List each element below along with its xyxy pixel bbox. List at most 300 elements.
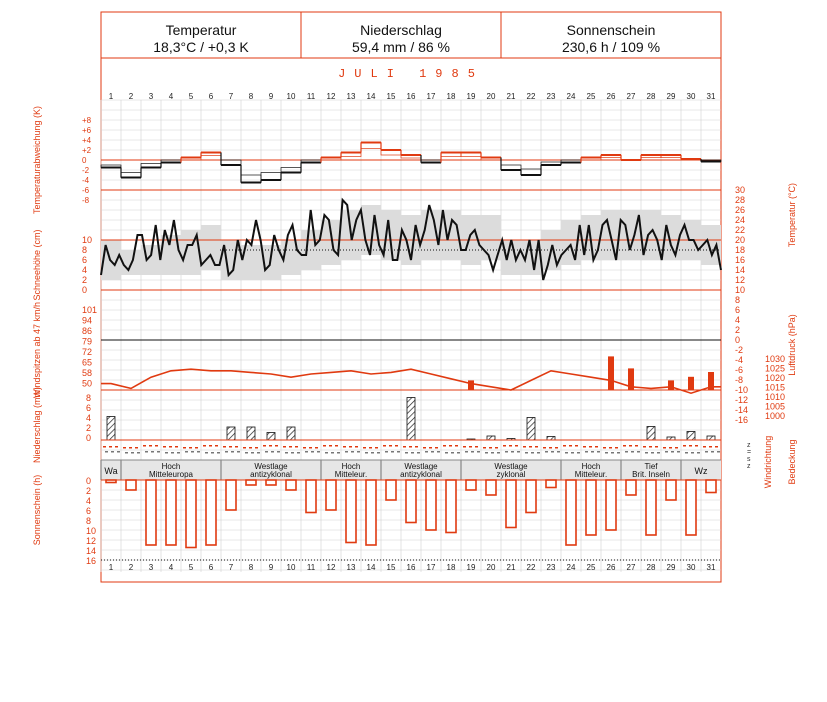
sunshine-tick: 12 xyxy=(86,536,97,546)
wind-tick: 101 xyxy=(82,305,98,315)
wind-gust-bar xyxy=(668,380,674,390)
temperature-tick: 14 xyxy=(735,265,746,275)
temperature-tick: -6 xyxy=(735,365,744,375)
wind-dir-dot xyxy=(195,447,198,449)
sunshine-bar xyxy=(706,480,716,493)
wind-gust-bar xyxy=(608,356,614,390)
sunshine-bar xyxy=(686,480,696,535)
cloud-dot xyxy=(577,452,580,454)
wind-dir-dot xyxy=(563,445,566,447)
day-label-top: 3 xyxy=(148,92,154,101)
weather-type-sub: Mitteleuropa xyxy=(148,470,194,479)
cloud-dot xyxy=(491,452,494,454)
wind-dir-dot xyxy=(483,447,486,449)
sunshine-bar xyxy=(466,480,476,490)
cloud-dot xyxy=(517,451,520,453)
day-label-bottom: 7 xyxy=(228,563,234,572)
day-label-top: 5 xyxy=(188,92,194,101)
cloud-dot xyxy=(391,451,394,453)
temperature-tick: -16 xyxy=(735,415,749,425)
sunshine-bar xyxy=(126,480,136,490)
wind-tick: 94 xyxy=(82,315,93,326)
weather-type-sub: zyklonal xyxy=(496,470,526,479)
weather-type-sub: Mitteleur. xyxy=(334,470,368,479)
day-label-bottom: 16 xyxy=(406,563,416,572)
cloud-dot xyxy=(651,452,654,454)
wind-dir-dot xyxy=(489,447,492,449)
wind-dir-dot xyxy=(203,445,206,447)
temperature-tick: 4 xyxy=(735,315,741,325)
day-label-top: 21 xyxy=(506,92,516,101)
day-label-top: 20 xyxy=(486,92,496,101)
cloud-dot xyxy=(485,452,488,454)
temperature-tick: 26 xyxy=(735,205,746,215)
axis-label-snow: Schneehöhe (cm) xyxy=(32,229,42,301)
sunshine-tick: 0 xyxy=(86,476,92,486)
wind-dir-dot xyxy=(703,446,706,448)
temperature-tick: 16 xyxy=(735,255,746,265)
cloud-dot xyxy=(205,452,208,454)
wind-dir-dot xyxy=(215,445,218,447)
day-label-bottom: 17 xyxy=(426,563,436,572)
wind-dir-dot xyxy=(123,447,126,449)
wind-dir-dot xyxy=(695,445,698,447)
weather-type-label: Wa xyxy=(104,466,118,476)
sunshine-bar xyxy=(346,480,356,543)
cloud-dot xyxy=(691,452,694,454)
cloud-dot xyxy=(477,451,480,453)
axis-label-cloud: Bedeckung xyxy=(787,439,797,485)
cloud-dot xyxy=(425,451,428,453)
day-label-bottom: 28 xyxy=(646,563,656,572)
sunshine-bar xyxy=(246,480,256,485)
cloud-dot xyxy=(617,452,620,454)
day-label-bottom: 4 xyxy=(168,563,174,572)
cloud-dot xyxy=(705,451,708,453)
day-label-top: 28 xyxy=(646,92,656,101)
wind-gust-bar xyxy=(468,380,474,390)
weather-type-label: Tief xyxy=(644,462,658,471)
weather-type-label: Hoch xyxy=(161,462,181,471)
anomaly-tick: -2 xyxy=(82,166,90,175)
temperature-tick: 6 xyxy=(735,305,741,315)
wind-dir-dot xyxy=(223,446,226,448)
cloud-dot xyxy=(311,451,314,453)
sunshine-label: Sonnenschein xyxy=(566,22,656,38)
cloud-dot xyxy=(571,452,574,454)
wind-dir-dot xyxy=(103,446,106,448)
day-label-top: 29 xyxy=(666,92,676,101)
precipitation-label: Niederschlag xyxy=(360,22,442,38)
cloud-dot xyxy=(317,451,320,453)
day-label-bottom: 19 xyxy=(466,563,476,572)
cloud-dot xyxy=(377,452,380,454)
wind-dir-dot xyxy=(163,446,166,448)
day-label-top: 11 xyxy=(306,92,316,101)
temperature-tick: 22 xyxy=(735,225,746,235)
wind-dir-dot xyxy=(209,445,212,447)
anomaly-band xyxy=(261,173,281,181)
cloud-dot xyxy=(191,451,194,453)
sunshine-bar xyxy=(326,480,336,510)
wind-tick: 79 xyxy=(82,336,93,347)
day-label-top: 23 xyxy=(546,92,556,101)
axis-label-wind: Windspitzen ab 47 km/h xyxy=(32,301,42,399)
wind-dir-dot xyxy=(449,445,452,447)
day-label-top: 17 xyxy=(426,92,436,101)
axis-label-wind-dir: Windrichtung xyxy=(763,435,773,489)
day-label-top: 10 xyxy=(286,92,296,101)
sunshine-tick: 10 xyxy=(86,526,97,536)
sunshine-bar xyxy=(166,480,176,545)
day-label-bottom: 2 xyxy=(128,563,134,572)
wind-tick: 72 xyxy=(82,347,93,357)
day-label-top: 27 xyxy=(626,92,636,101)
cloud-dot xyxy=(271,451,274,453)
precip-bar xyxy=(687,432,695,441)
cloud-dot xyxy=(645,452,648,454)
pressure-tick: 1000 xyxy=(765,411,786,421)
cloud-dot xyxy=(711,451,714,453)
day-label-bottom: 12 xyxy=(326,563,336,572)
day-label-bottom: 10 xyxy=(286,563,296,572)
cloud-dot xyxy=(305,451,308,453)
sunshine-bar xyxy=(506,480,516,528)
day-label-bottom: 18 xyxy=(446,563,456,572)
cloud-dot xyxy=(337,452,340,454)
sunshine-bar xyxy=(486,480,496,495)
wind-dir-dot xyxy=(455,445,458,447)
precip-bar xyxy=(647,427,655,441)
cloud-dot xyxy=(697,452,700,454)
precip-tick: 6 xyxy=(86,403,92,413)
weather-type-sub: Mitteleur. xyxy=(574,470,608,479)
day-label-bottom: 13 xyxy=(346,563,356,572)
wind-dir-dot xyxy=(429,447,432,449)
wind-dir-dot xyxy=(135,447,138,449)
cloud-dot xyxy=(451,452,454,454)
day-label-bottom: 14 xyxy=(366,563,376,572)
temperature-tick: -2 xyxy=(735,345,744,355)
wind-dir-dot xyxy=(509,445,512,447)
precip-tick: 8 xyxy=(86,393,92,403)
temperature-value: 18,3°C / +0,3 K xyxy=(153,39,249,55)
wind-dir-dot xyxy=(663,447,666,449)
day-label-top: 15 xyxy=(386,92,396,101)
wind-dir-dot xyxy=(283,446,286,448)
sunshine-tick: 16 xyxy=(86,556,97,566)
cloud-dot xyxy=(217,452,220,454)
wind-gust-bar xyxy=(688,377,694,390)
cloud-dot xyxy=(245,452,248,454)
cloud-dot xyxy=(625,451,628,453)
sunshine-bar xyxy=(526,480,536,513)
day-label-bottom: 30 xyxy=(686,563,696,572)
cloud-dot xyxy=(357,451,360,453)
temperature-tick: -4 xyxy=(735,355,744,365)
precip-bar xyxy=(527,418,535,441)
wind-dir-dot xyxy=(655,446,658,448)
wind-dir-dot xyxy=(363,447,366,449)
windcloud-side-tick: = xyxy=(747,449,752,456)
pressure-tick: 1010 xyxy=(765,392,786,402)
snow-tick: 2 xyxy=(82,275,88,285)
wind-dir-dot xyxy=(175,446,178,448)
cloud-dot xyxy=(585,451,588,453)
day-label-top: 18 xyxy=(446,92,456,101)
wind-dir-dot xyxy=(229,446,232,448)
temperature-tick: 28 xyxy=(735,195,746,205)
wind-dir-dot xyxy=(495,447,498,449)
cloud-dot xyxy=(117,451,120,453)
sunshine-bar xyxy=(606,480,616,530)
day-label-bottom: 25 xyxy=(586,563,596,572)
temperature-tick: 24 xyxy=(735,215,746,225)
temperature-tick: 8 xyxy=(735,295,741,305)
cloud-dot xyxy=(677,451,680,453)
temperature-range-band xyxy=(321,220,341,265)
wind-dir-dot xyxy=(149,445,152,447)
wind-dir-dot xyxy=(583,446,586,448)
wind-dir-dot xyxy=(689,445,692,447)
cloud-dot xyxy=(257,452,260,454)
sunshine-bar xyxy=(626,480,636,495)
axis-label-precip: Niederschlag (mm) xyxy=(32,386,42,464)
day-label-bottom: 21 xyxy=(506,563,516,572)
cloud-dot xyxy=(277,451,280,453)
wind-dir-dot xyxy=(523,446,526,448)
weather-type-label: Westlage xyxy=(254,462,288,471)
sunshine-tick: 8 xyxy=(86,516,92,526)
temperature-tick: -14 xyxy=(735,405,749,415)
temperature-tick: 0 xyxy=(735,335,741,345)
day-label-top: 14 xyxy=(366,92,376,101)
wind-dir-dot xyxy=(595,446,598,448)
anomaly-tick: +6 xyxy=(82,126,92,135)
precip-bar xyxy=(267,433,275,441)
anomaly-tick: -6 xyxy=(82,186,90,195)
day-label-top: 24 xyxy=(566,92,576,101)
weather-type-sub: antizyklonal xyxy=(400,470,442,479)
sunshine-bar xyxy=(366,480,376,545)
cloud-dot xyxy=(465,451,468,453)
day-label-top: 30 xyxy=(686,92,696,101)
cloud-dot xyxy=(445,452,448,454)
anomaly-tick: -8 xyxy=(82,196,90,205)
cloud-dot xyxy=(665,451,668,453)
cloud-dot xyxy=(185,451,188,453)
cloud-dot xyxy=(597,451,600,453)
cloud-dot xyxy=(551,451,554,453)
cloud-dot xyxy=(411,452,414,454)
cloud-dot xyxy=(351,451,354,453)
pressure-tick: 1025 xyxy=(765,363,786,374)
sunshine-bar xyxy=(286,480,296,490)
cloud-dot xyxy=(685,452,688,454)
cloud-dot xyxy=(637,451,640,453)
wind-dir-dot xyxy=(575,445,578,447)
pressure-tick: 1030 xyxy=(765,354,786,364)
day-label-top: 13 xyxy=(346,92,356,101)
cloud-dot xyxy=(231,451,234,453)
anomaly-tick: +4 xyxy=(82,136,92,145)
day-label-top: 8 xyxy=(248,92,254,101)
day-label-top: 4 xyxy=(168,92,174,101)
month-title: JULI 1985 xyxy=(338,67,484,81)
wind-dir-dot xyxy=(409,446,412,448)
snow-tick: 8 xyxy=(82,245,88,255)
weather-type-label: Westlage xyxy=(404,462,438,471)
day-label-top: 12 xyxy=(326,92,336,101)
wind-dir-dot xyxy=(115,446,118,448)
day-label-bottom: 1 xyxy=(108,563,114,572)
day-label-bottom: 26 xyxy=(606,563,616,572)
day-label-bottom: 6 xyxy=(208,563,214,572)
sunshine-bar xyxy=(446,480,456,533)
precip-bar xyxy=(247,427,255,440)
anomaly-tick: +2 xyxy=(82,146,92,155)
wind-tick: 58 xyxy=(82,368,93,378)
sunshine-bar xyxy=(306,480,316,513)
wind-dir-dot xyxy=(295,446,298,448)
cloud-dot xyxy=(265,451,268,453)
wind-dir-dot xyxy=(415,446,418,448)
day-label-top: 1 xyxy=(108,92,114,101)
precip-tick: 4 xyxy=(86,413,92,423)
day-label-top: 31 xyxy=(706,92,716,101)
wind-dir-dot xyxy=(589,446,592,448)
cloud-dot xyxy=(365,452,368,454)
pressure-tick: 1005 xyxy=(765,401,786,412)
wind-dir-dot xyxy=(649,446,652,448)
cloud-dot xyxy=(497,452,500,454)
wind-dir-dot xyxy=(329,445,332,447)
windcloud-side-tick: s xyxy=(747,456,751,463)
cloud-dot xyxy=(417,452,420,454)
wind-dir-dot xyxy=(109,446,112,448)
snow-tick: 6 xyxy=(82,255,88,265)
cloud-dot xyxy=(165,452,168,454)
cloud-dot xyxy=(137,452,140,454)
cloud-dot xyxy=(225,451,228,453)
wind-dir-dot xyxy=(629,445,632,447)
cloud-dot xyxy=(131,452,134,454)
cloud-dot xyxy=(345,451,348,453)
wind-tick: 50 xyxy=(82,378,93,389)
day-label-top: 26 xyxy=(606,92,616,101)
wind-dir-dot xyxy=(403,446,406,448)
precip-tick: 2 xyxy=(86,423,92,433)
wind-dir-dot xyxy=(423,447,426,449)
cloud-dot xyxy=(657,452,660,454)
wind-dir-dot xyxy=(549,447,552,449)
wind-dir-dot xyxy=(395,445,398,447)
precip-bar xyxy=(487,436,495,440)
wind-dir-dot xyxy=(143,445,146,447)
day-label-bottom: 9 xyxy=(268,563,274,572)
wind-dir-dot xyxy=(669,447,672,449)
header-sunshine xyxy=(501,12,721,58)
wind-dir-dot xyxy=(543,447,546,449)
anomaly-tick: 0 xyxy=(82,156,87,165)
weather-type-sub: antizyklonal xyxy=(250,470,292,479)
wind-dir-dot xyxy=(169,446,172,448)
cloud-dot xyxy=(631,451,634,453)
wind-dir-dot xyxy=(243,447,246,449)
cloud-dot xyxy=(285,452,288,454)
sunshine-bar xyxy=(266,480,276,485)
day-label-bottom: 5 xyxy=(188,563,194,572)
day-label-bottom: 29 xyxy=(666,563,676,572)
wind-dir-dot xyxy=(463,446,466,448)
wind-dir-dot xyxy=(183,447,186,449)
temperature-label: Temperatur xyxy=(165,22,237,38)
wind-dir-dot xyxy=(189,447,192,449)
anomaly-band xyxy=(241,175,261,183)
cloud-dot xyxy=(177,452,180,454)
axis-label-pressure: Luftdruck (hPa) xyxy=(787,314,797,376)
temperature-tick: -8 xyxy=(735,375,744,385)
cloud-dot xyxy=(565,452,568,454)
cloud-dot xyxy=(211,452,214,454)
day-label-top: 25 xyxy=(586,92,596,101)
day-label-bottom: 22 xyxy=(526,563,536,572)
temperature-tick: 10 xyxy=(735,285,746,295)
wind-dir-dot xyxy=(335,445,338,447)
sunshine-bar xyxy=(406,480,416,523)
cloud-dot xyxy=(171,452,174,454)
sunshine-bar xyxy=(206,480,216,545)
wind-dir-dot xyxy=(503,445,506,447)
sunshine-bar xyxy=(146,480,156,545)
cloud-dot xyxy=(531,452,534,454)
wind-dir-dot xyxy=(389,445,392,447)
cloud-dot xyxy=(125,452,128,454)
day-label-bottom: 8 xyxy=(248,563,254,572)
cloud-dot xyxy=(611,452,614,454)
sunshine-bar xyxy=(666,480,676,500)
windcloud-side-tick: z xyxy=(747,463,751,470)
day-label-bottom: 27 xyxy=(626,563,636,572)
cloud-dot xyxy=(331,452,334,454)
wind-dir-dot xyxy=(235,446,238,448)
wind-dir-dot xyxy=(289,446,292,448)
sunshine-tick: 2 xyxy=(86,486,92,496)
sunshine-bar xyxy=(546,480,556,488)
sunshine-bar xyxy=(566,480,576,545)
wind-dir-dot xyxy=(355,446,358,448)
wind-dir-dot xyxy=(609,447,612,449)
wind-dir-dot xyxy=(375,447,378,449)
day-label-bottom: 3 xyxy=(148,563,154,572)
day-label-bottom: 20 xyxy=(486,563,496,572)
temperature-range-band xyxy=(181,230,201,275)
wind-dir-dot xyxy=(269,445,272,447)
day-label-top: 7 xyxy=(228,92,234,101)
wind-dir-dot xyxy=(715,446,718,448)
cloud-dot xyxy=(605,452,608,454)
day-label-bottom: 31 xyxy=(706,563,716,572)
sunshine-bar xyxy=(386,480,396,500)
sunshine-bar xyxy=(426,480,436,530)
cloud-dot xyxy=(385,451,388,453)
wind-dir-dot xyxy=(443,445,446,447)
header-precipitation xyxy=(301,12,501,58)
snow-tick: 4 xyxy=(82,265,88,275)
wind-dir-dot xyxy=(623,445,626,447)
wind-tick: 65 xyxy=(82,357,93,368)
wind-dir-dot xyxy=(643,446,646,448)
